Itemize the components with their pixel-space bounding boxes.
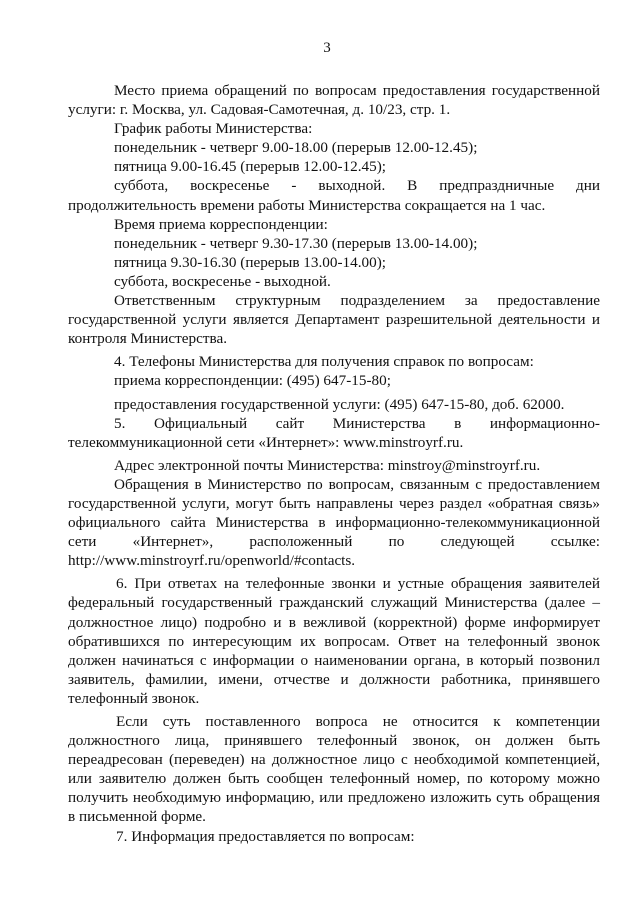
paragraph-reception-address: Место приема обращений по вопросам предоставления государственной услуги: г. Москва, ул. Садовая-Самотечная, д. 10/23, стр. 1. bbox=[68, 82, 600, 119]
paragraph-email-address: Адрес электронной почты Министерства: minstroy@minstroyrf.ru. bbox=[114, 456, 541, 474]
paragraph-section-6-phone-calls: 6. При ответах на телефонные звонки и устные обращения заявителей федеральный государственный гражданский служащий Министерства (далее – должностное лицо) подробно и в вежливой (корректной) форме информирует обратившихся по интересующим их вопросам. Ответ на телефонный звонок должен начинаться с информации о наименовании органа, в который позвонил заявитель, фамилии, имени, отчестве и должности работника, принявшего телефонный звонок. bbox=[68, 575, 600, 707]
paragraph-redirect-calls: Если суть поставленного вопроса не относится к компетенции должностного лица, принявшего телефонный звонок, он должен быть переадресован (переведен) на должностное лицо с необходимой компетенцией, или заявителю должен быть сообщен телефонный номер, по которому можно получить необходимую информацию, или предложено изложить суть обращения в письменной форме. bbox=[68, 713, 600, 826]
paragraph-responsible-department: Ответственным структурным подразделением за предоставление государственной услуги является Департамент разрешительной деятельности и контроля Министерства. bbox=[68, 292, 600, 348]
paragraph-phone-correspondence: приема корреспонденции: (495) 647-15-80; bbox=[114, 372, 391, 390]
page-number: 3 bbox=[323, 40, 331, 56]
paragraph-schedule-fri: пятница 9.00-16.45 (перерыв 12.00-12.45); bbox=[114, 158, 386, 176]
paragraph-feedback-link: Обращения в Министерство по вопросам, связанным с предоставлением государственной услуги, могут быть направлены через раздел «обратная связь» официального сайта Министерства в информационно-телекоммуникационной сети «Интернет», расположенный по следующей ссылке: http://www.minstroyrf.ru/openworld/#contacts. bbox=[68, 475, 600, 570]
paragraph-phone-service: предоставления государственной услуги: (495) 647-15-80, доб. 62000. bbox=[114, 395, 565, 413]
paragraph-schedule-mon-thu: понедельник - четверг 9.00-18.00 (перерыв 12.00-12.45); bbox=[114, 139, 478, 157]
paragraph-correspondence-weekend: суббота, воскресенье - выходной. bbox=[114, 272, 331, 290]
paragraph-section-5-website: 5. Официальный сайт Министерства в информационно-телекоммуникационной сети «Интернет»: www.minstroyrf.ru. bbox=[68, 414, 600, 451]
document-body bbox=[68, 81, 600, 846]
paragraph-section-4-phones: 4. Телефоны Министерства для получения справок по вопросам: bbox=[114, 353, 534, 371]
paragraph-correspondence-fri: пятница 9.30-16.30 (перерыв 13.00-14.00); bbox=[114, 253, 386, 271]
paragraph-schedule-weekend: суббота, воскресенье - выходной. В предпраздничные дни продолжительность времени работы Министерства сокращается на 1 час. bbox=[68, 177, 600, 214]
paragraph-work-schedule-heading: График работы Министерства: bbox=[114, 120, 313, 138]
paragraph-correspondence-mon-thu: понедельник - четверг 9.30-17.30 (перерыв 13.00-14.00); bbox=[114, 234, 478, 252]
paragraph-section-7-information: 7. Информация предоставляется по вопросам: bbox=[116, 827, 415, 845]
paragraph-correspondence-heading: Время приема корреспонденции: bbox=[114, 215, 328, 233]
